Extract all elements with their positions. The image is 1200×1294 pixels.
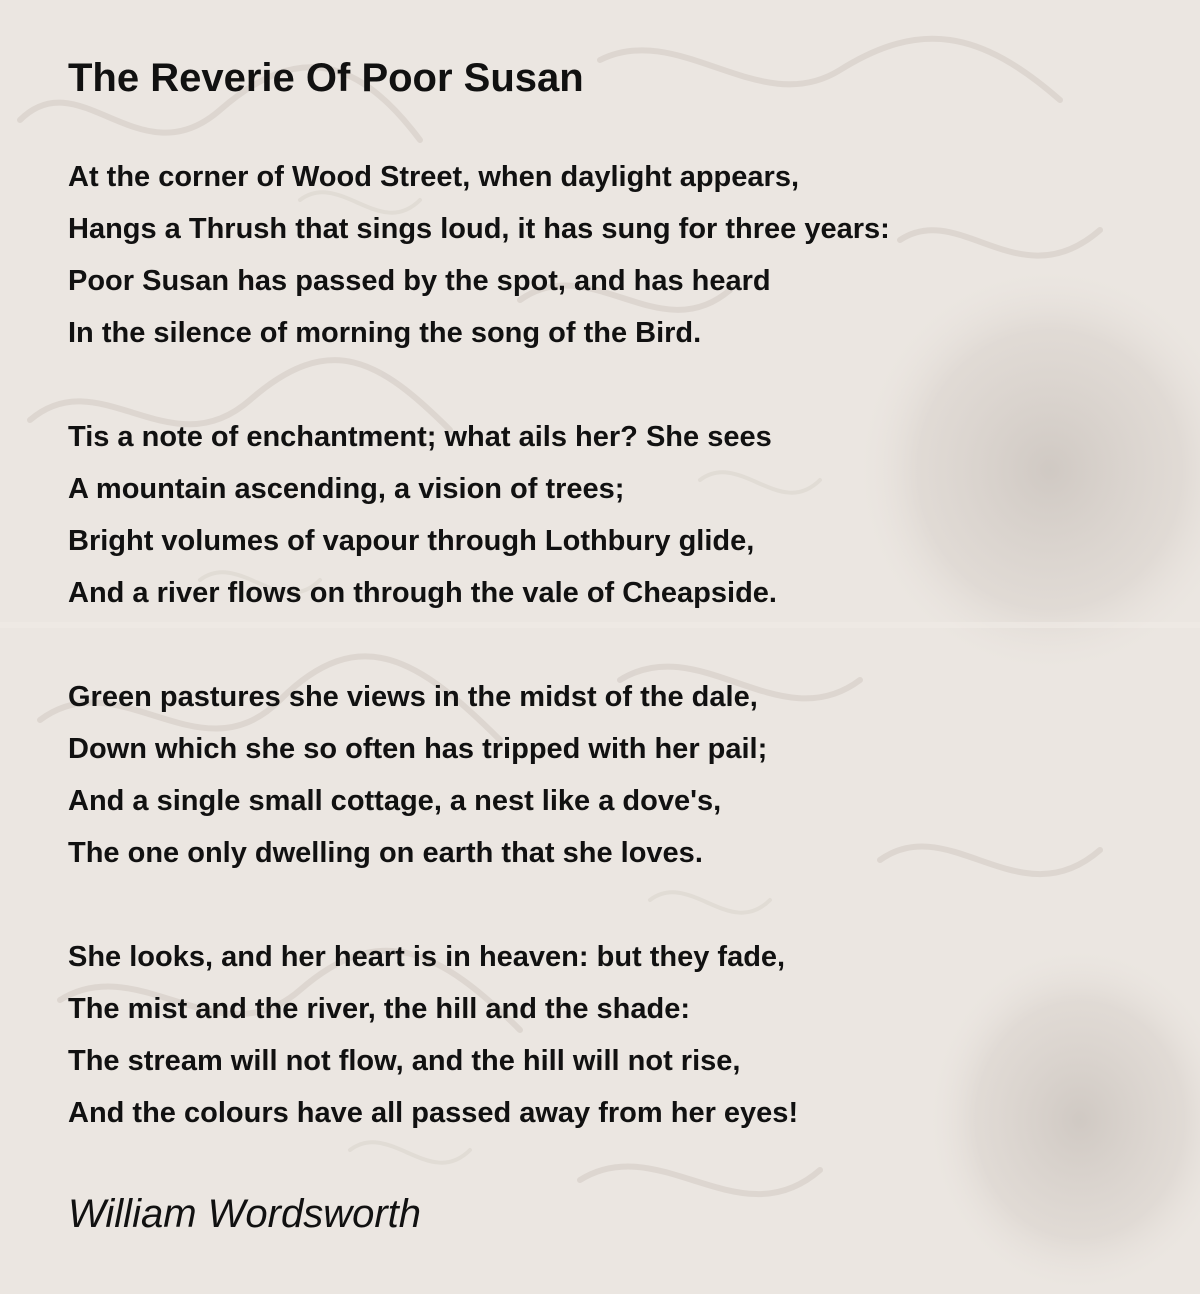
- poem-line: In the silence of morning the song of the Bird.: [68, 317, 702, 349]
- stanza-3: [68, 671, 1200, 879]
- poem-line: Poor Susan has passed by the spot, and has heard: [68, 265, 771, 297]
- poem-author: William Wordsworth: [68, 1192, 422, 1236]
- poem-line: She looks, and her heart is in heaven: but they fade,: [68, 941, 786, 973]
- poem-body: [68, 151, 1200, 1139]
- poem-line: Green pastures she views in the midst of the dale,: [68, 681, 758, 713]
- poem-line: And a river flows on through the vale of Cheapside.: [68, 577, 777, 609]
- poem-line: And the colours have all passed away from her eyes!: [68, 1097, 799, 1129]
- stanza-2: [68, 411, 1200, 619]
- stanza-4: [68, 931, 1200, 1139]
- poem-line: Hangs a Thrush that sings loud, it has sung for three years:: [68, 213, 890, 245]
- poem-line: Bright volumes of vapour through Lothbury glide,: [68, 525, 755, 557]
- poem-line: A mountain ascending, a vision of trees;: [68, 473, 625, 505]
- poem-line: Down which she so often has tripped with her pail;: [68, 733, 768, 765]
- poem-line: And a single small cottage, a nest like a dove's,: [68, 785, 722, 817]
- stanza-1: [68, 151, 1200, 359]
- poem-line: The mist and the river, the hill and the shade:: [68, 993, 691, 1025]
- poem-line: Tis a note of enchantment; what ails her? She sees: [68, 421, 772, 453]
- poem-line: The one only dwelling on earth that she loves.: [68, 837, 703, 869]
- poem-line: The stream will not flow, and the hill will not rise,: [68, 1045, 741, 1077]
- poem-line: At the corner of Wood Street, when daylight appears,: [68, 161, 800, 193]
- poem-title: The Reverie Of Poor Susan: [68, 56, 584, 100]
